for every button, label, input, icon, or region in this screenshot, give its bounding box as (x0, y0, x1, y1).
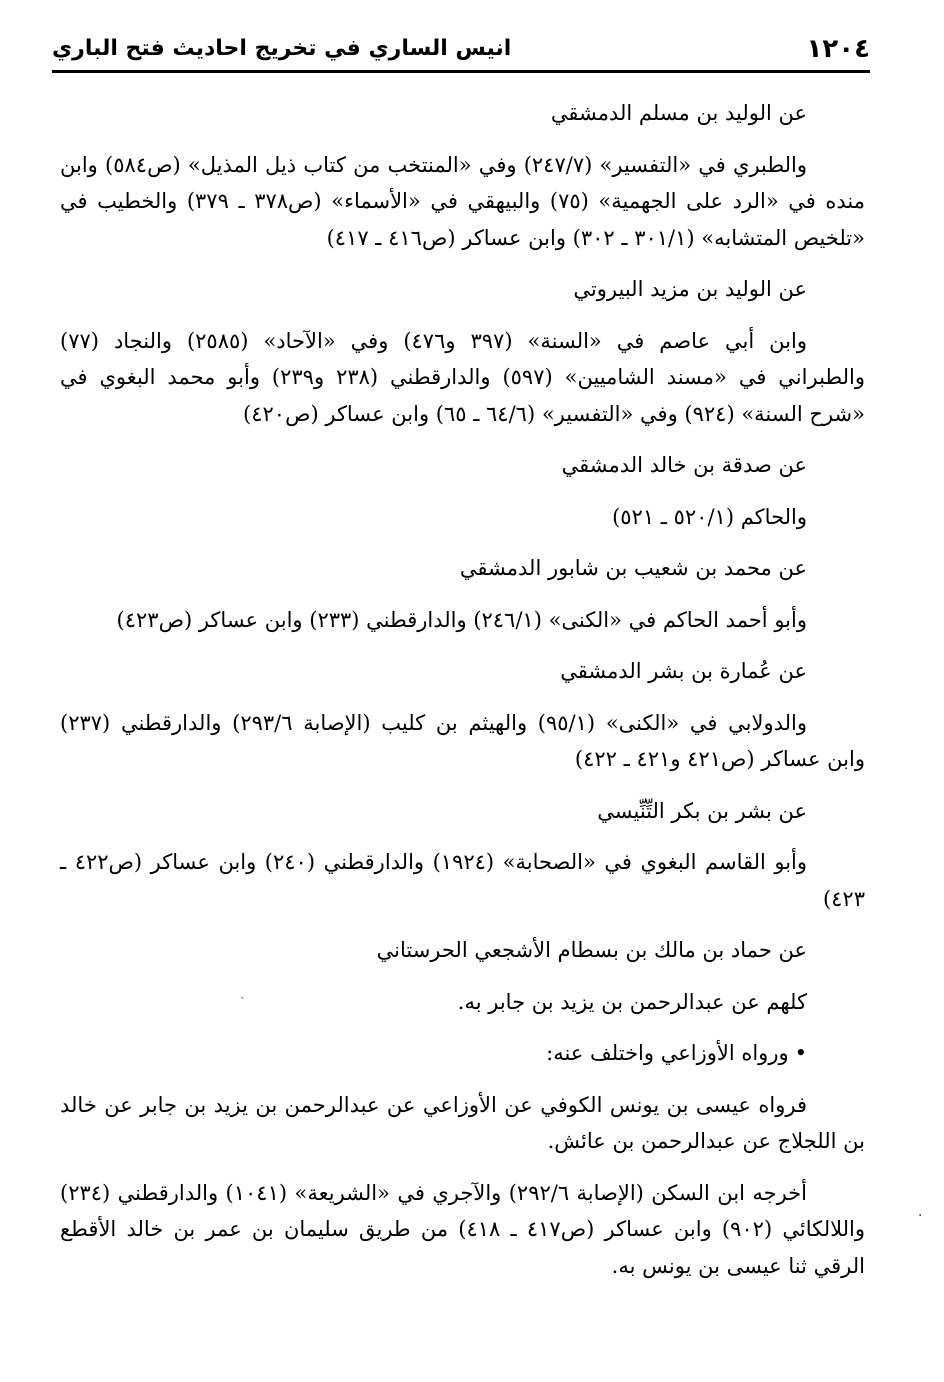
citation-paragraph: وأبو القاسم البغوي في «الصحابة» (١٩٢٤) والدارقطني (٢٤٠) وابن عساكر (ص٤٢٢ ـ ٤٢٣) (60, 850, 865, 911)
citation-paragraph: والحاكم (٥٢٠/١ ـ ٥٢١) (612, 504, 807, 529)
page-body (60, 95, 865, 1284)
citation-paragraph: والطبري في «التفسير» (٢٤٧/٧) وفي «المنتخب من كتاب ذيل المذيل» (ص٥٨٤) وابن منده في «الرد على الجهمية» (٧٥) والبيهقي في «الأسماء» (ص٣٧٨ ـ ٣٧٩) والخطيب في «تلخيص المتشابه» (٣٠١/١ ـ ٣٠٢) وابن عساكر (ص٤١٦ ـ ٤١٧) (60, 152, 865, 250)
narration-paragraph: فرواه عيسى بن يونس الكوفي عن الأوزاعي عن عبدالرحمن بن يزيد بن جابر عن خالد بن اللجلاج عن عبدالرحمن بن عائش. (60, 1092, 865, 1153)
summary-line: كلهم عن عبدالرحمن بن يزيد بن جابر به. (457, 989, 807, 1014)
page-number: ١٢٠٤ (806, 34, 870, 64)
narrator-line: عن محمد بن شعيب بن شابور الدمشقي (459, 556, 807, 580)
citation-paragraph: وابن أبي عاصم في «السنة» (٣٩٧ و٤٧٦) وفي «الآحاد» (٢٥٨٥) والنجاد (٧٧) والطبراني في «مسند الشاميين» (٥٩٧) والدارقطني (٢٣٨ و٢٣٩) وأبو محمد البغوي في «شرح السنة» (٩٢٤) وفي «التفسير» (٦٤/٦ ـ ٦٥) وابن عساكر (ص٤٢٠) (60, 328, 866, 426)
citation-paragraph: وأبو أحمد الحاكم في «الكنى» (٢٤٦/١) والدارقطني (٢٣٣) وابن عساكر (ص٤٢٣) (116, 607, 807, 632)
citation-paragraph: أخرجه ابن السكن (الإصابة ٢٩٢/٦) والآجري في «الشريعة» (١٠٤١) والدارقطني (٢٣٤) واللالكائي (٩٠٢) وابن عساكر (ص٤١٧ ـ ٤١٨) من طريق سليمان بن عمر بن خالد الأقطع الرقي ثنا عيسى بن يونس به. (60, 1180, 866, 1278)
bullet-line (60, 1035, 865, 1072)
stray-dot-mark: · (918, 1208, 923, 1224)
narrator-line: عن الوليد بن مسلم الدمشقي (550, 101, 807, 125)
bullet-icon: • (794, 1041, 807, 1065)
narrator-line: عن الوليد بن مزيد البيروتي (573, 277, 807, 301)
bullet-text: ورواه الأوزاعي واختلف عنه: (546, 1041, 789, 1065)
narrator-line: عن بشر بن بكر التِّنِّيسي (597, 798, 807, 823)
running-title: انيس الساري في تخريج احاديث فتح الباري (52, 36, 512, 61)
citation-paragraph: والدولابي في «الكنى» (٩٥/١) والهيثم بن كليب (الإصابة ٢٩٣/٦) والدارقطني (٢٣٧) وابن عساكر (ص٤٢١ و٤٢١ ـ ٤٢٢) (60, 710, 865, 771)
page-header (52, 28, 870, 73)
narrator-line: عن حماد بن مالك بن بسطام الأشجعي الحرستاني (376, 938, 807, 962)
narrator-line: عن صدقة بن خالد الدمشقي (561, 453, 807, 477)
stray-tick-mark: ˏ (240, 984, 245, 1000)
narrator-line: عن عُمارة بن بشر الدمشقي (560, 659, 807, 683)
